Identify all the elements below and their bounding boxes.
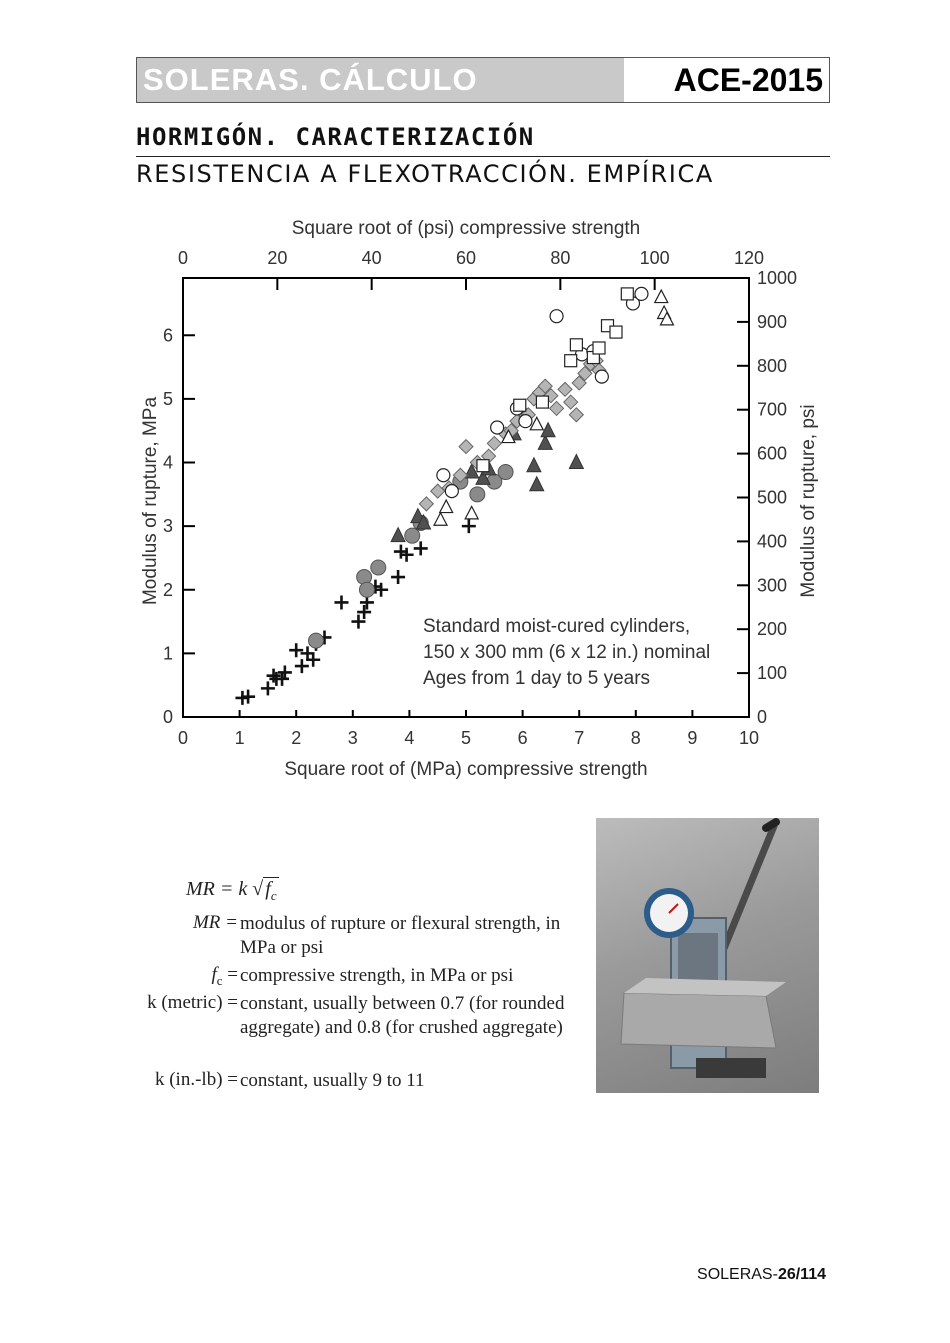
annotation-line-2: 150 x 300 mm (6 x 12 in.) nominal	[423, 642, 711, 663]
definition-text: compressive strength, in MPa or psi	[240, 965, 514, 986]
formula-lhs: MR	[186, 878, 215, 900]
x-tick-label: 6	[517, 728, 528, 748]
data-point-plus	[267, 669, 281, 683]
y2-tick-label: 300	[757, 575, 788, 596]
y-tick-label: 4	[162, 452, 173, 473]
formula-equation	[186, 878, 279, 904]
data-point-circle-open	[437, 469, 450, 482]
y2-axis-label: Modulus of rupture, psi	[798, 404, 819, 598]
y2-tick-label: 0	[757, 707, 768, 727]
flexural-test-apparatus-photo	[596, 818, 819, 1093]
data-point-circle-open	[595, 370, 608, 383]
data-point-diamond-filled	[550, 401, 564, 415]
sqrt-symbol: √	[252, 878, 264, 900]
page-footer	[697, 1266, 826, 1284]
data-point-circle-open	[550, 310, 563, 323]
data-point-plus	[289, 643, 303, 657]
x-tick-label: 2	[291, 728, 302, 748]
x-tick-label: 1	[234, 728, 245, 748]
data-point-circle-filled	[405, 528, 420, 543]
x-tick-label: 5	[460, 728, 472, 748]
data-point-triangle-open	[655, 290, 668, 303]
data-point-triangle-filled	[527, 458, 541, 472]
data-point-square-open	[570, 339, 582, 351]
apparatus-illustration	[596, 818, 819, 1093]
data-point-circle-filled	[309, 633, 324, 648]
x2-tick-label: 40	[361, 248, 382, 268]
x-tick-label: 8	[630, 728, 641, 748]
data-point-diamond-filled	[487, 436, 501, 450]
definition-term: k (metric) =	[147, 992, 238, 1013]
x-tick-label: 3	[347, 728, 358, 748]
annotation-line-3: Ages from 1 day to 5 years	[423, 668, 651, 689]
data-point-square-open	[610, 326, 622, 338]
data-point-circle-open	[491, 421, 504, 434]
data-point-plus	[261, 681, 275, 695]
modulus-rupture-chart	[130, 205, 830, 795]
data-point-triangle-filled	[538, 435, 552, 449]
document-header	[136, 57, 830, 103]
x-tick-label: 0	[177, 728, 189, 748]
definition-text: constant, usually between 0.7 (for rounded aggregate) and 0.8 (for crushed aggregate)	[240, 993, 565, 1038]
data-point-diamond-filled	[569, 408, 583, 422]
y-tick-label: 6	[162, 325, 173, 346]
x2-tick-label: 80	[550, 248, 571, 268]
data-point-circle-filled	[470, 487, 485, 502]
data-point-diamond-filled	[419, 497, 433, 511]
data-point-triangle-open	[434, 513, 447, 526]
y-tick-label: 1	[162, 643, 173, 664]
data-point-square-open	[477, 460, 489, 472]
page-number: 26/114	[777, 1266, 826, 1283]
document-title: SOLERAS. CÁLCULO	[137, 58, 624, 102]
section-title: HORMIGÓN. CARACTERIZACIÓN	[136, 123, 535, 151]
data-point-plus	[334, 595, 348, 609]
section-divider	[136, 156, 830, 157]
data-point-triangle-filled	[530, 477, 544, 491]
x-tick-label: 9	[687, 728, 698, 748]
y2-tick-label: 600	[757, 443, 788, 464]
data-point-plus	[462, 519, 476, 533]
data-point-circle-open	[635, 287, 648, 300]
data-point-square-open	[514, 399, 526, 411]
y-tick-label: 5	[162, 388, 173, 409]
document-code: ACE-2015	[624, 58, 829, 102]
x-tick-label: 10	[738, 728, 760, 748]
x2-tick-label: 100	[639, 248, 670, 268]
data-point-diamond-filled	[459, 440, 473, 454]
y2-tick-label: 800	[757, 355, 788, 376]
x2-tick-label: 20	[267, 248, 288, 268]
y-tick-label: 2	[162, 579, 173, 600]
section-subtitle: RESISTENCIA A FLEXOTRACCIÓN. EMPÍRICA	[136, 160, 714, 188]
y-axis-label: Modulus of rupture, MPa	[140, 396, 161, 606]
y2-tick-label: 900	[757, 311, 788, 332]
data-point-triangle-open	[465, 506, 478, 518]
data-point-square-open	[536, 396, 548, 408]
data-point-circle-open	[519, 415, 532, 428]
formula-radicand: $f_c$	[265, 878, 277, 903]
y2-tick-label: 700	[757, 399, 788, 420]
y-tick-label: 0	[162, 707, 173, 727]
x2-tick-label: 120	[733, 248, 765, 268]
data-point-square-open	[593, 342, 605, 354]
data-point-square-open	[621, 288, 633, 300]
definition-text: modulus of rupture or flexural strength, in MPa or psi	[240, 913, 561, 958]
data-point-plus	[295, 659, 309, 673]
data-point-diamond-filled	[558, 382, 572, 396]
data-point-diamond-filled	[431, 484, 445, 498]
definition-text: constant, usually 9 to 11	[240, 1070, 425, 1091]
x-tick-label: 4	[404, 728, 415, 748]
x2-tick-label: 0	[177, 248, 189, 268]
definition-term: $f_c$ =	[211, 964, 238, 988]
data-point-plus	[391, 570, 405, 584]
y2-tick-label: 200	[757, 619, 788, 640]
y2-tick-label: 500	[757, 487, 788, 508]
data-point-square-open	[565, 355, 577, 367]
x-axis-label: Square root of (MPa) compressive strength	[284, 759, 648, 780]
definition-term: MR =	[192, 912, 238, 933]
y2-tick-label: 1000	[757, 268, 798, 288]
data-point-triangle-filled	[569, 455, 583, 469]
data-point-triangle-filled	[391, 528, 405, 542]
y2-tick-label: 100	[757, 663, 788, 684]
data-point-triangle-open	[440, 500, 453, 512]
definition-term: k (in.-lb) =	[154, 1069, 238, 1090]
y2-tick-label: 400	[757, 531, 788, 552]
annotation-line-1: Standard moist-cured cylinders,	[423, 616, 691, 637]
data-point-circle-filled	[498, 465, 513, 480]
data-point-circle-filled	[371, 560, 386, 575]
data-point-plus	[278, 665, 292, 679]
data-point-circle-open	[445, 485, 458, 498]
x2-axis-label: Square root of (psi) compressive strength	[291, 218, 641, 239]
formula-eq: = k	[214, 878, 253, 900]
footer-prefix: SOLERAS-	[697, 1266, 778, 1283]
y-tick-label: 3	[162, 516, 173, 537]
x2-tick-label: 60	[455, 248, 477, 268]
data-point-plus	[414, 541, 428, 555]
data-point-circle-filled	[359, 582, 374, 597]
x-tick-label: 7	[574, 728, 585, 748]
data-point-diamond-filled	[564, 395, 578, 409]
